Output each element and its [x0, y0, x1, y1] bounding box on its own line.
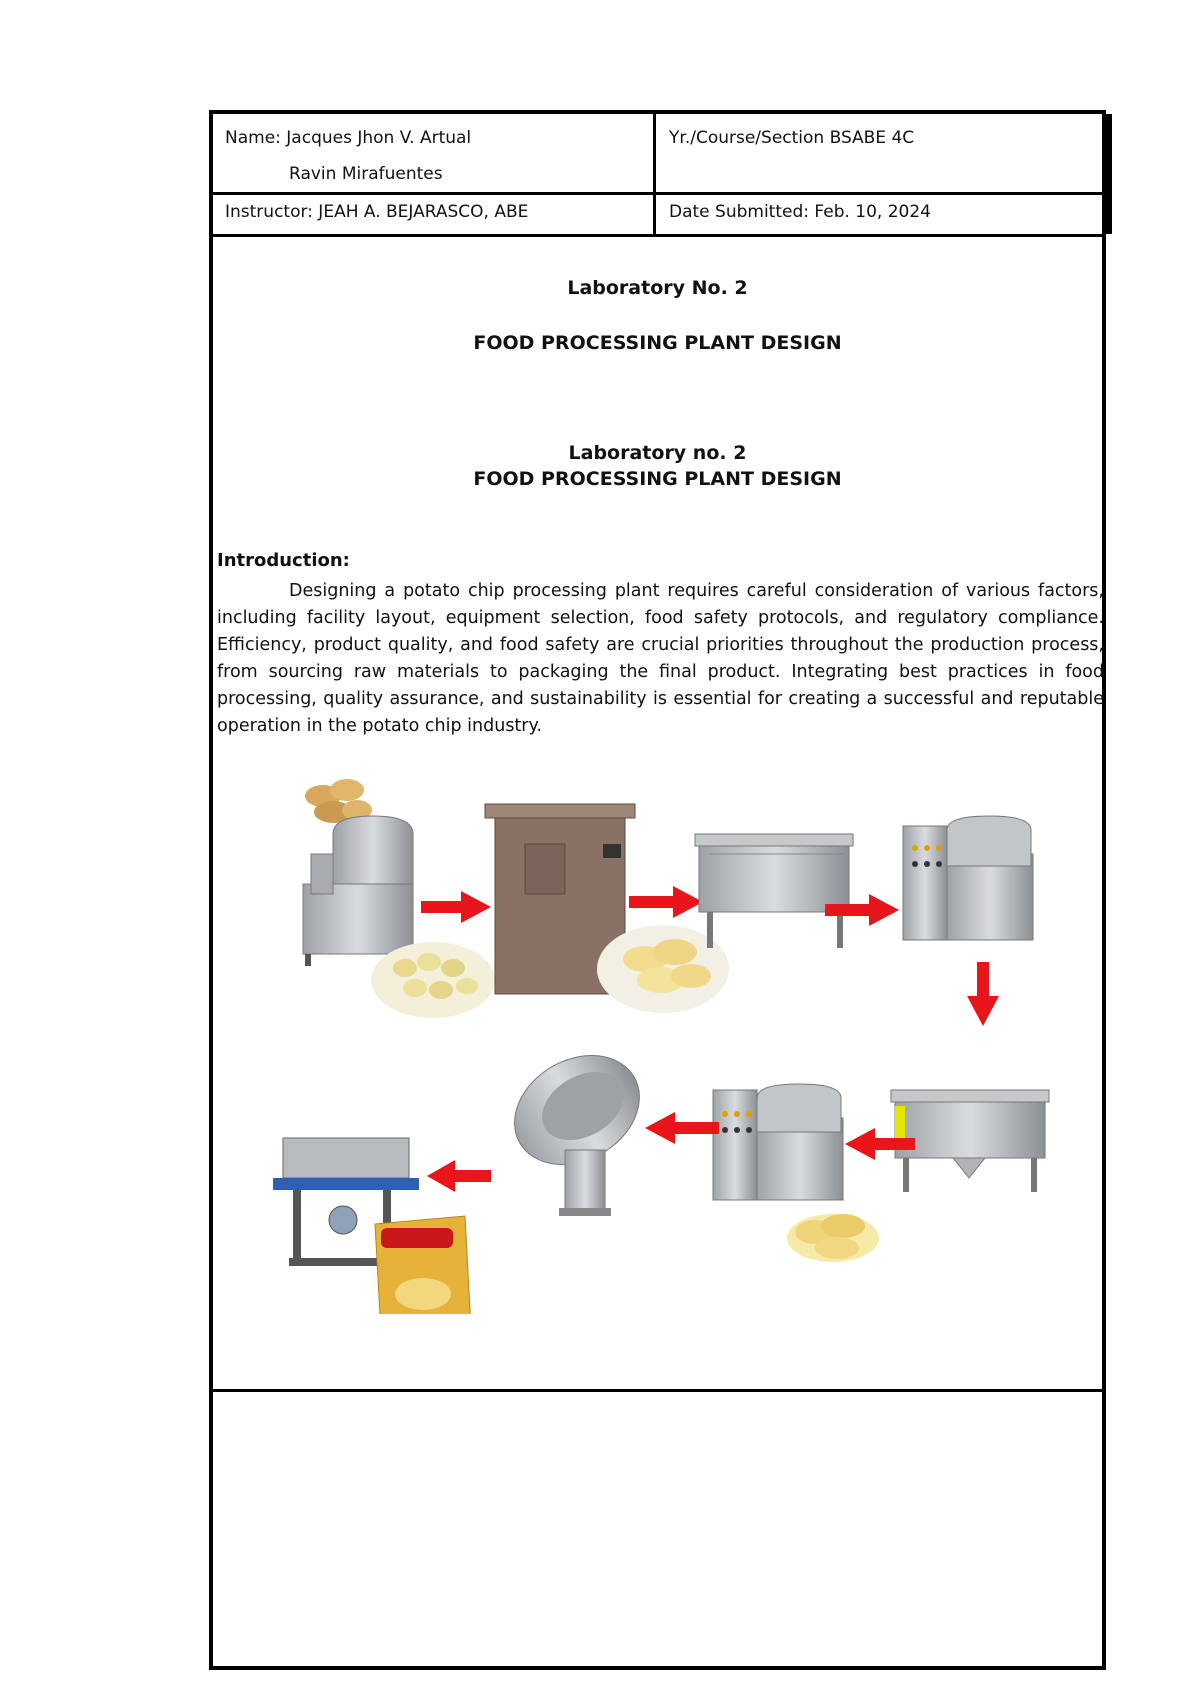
student-name-second: Ravin Mirafuentes — [289, 164, 443, 184]
blanching-fryer — [695, 834, 853, 948]
arrow-left — [427, 1160, 491, 1192]
header-right-edge — [1106, 114, 1112, 234]
instructor: Instructor: JEAH A. BEJARASCO, ABE — [225, 202, 529, 222]
arrow-down — [967, 962, 999, 1026]
plant-design-title-2: FOOD PROCESSING PLANT DESIGN — [473, 468, 842, 490]
lab-number-title-2: Laboratory no. 2 — [568, 442, 747, 464]
header-row-2 — [213, 192, 1102, 237]
arrow-left — [645, 1112, 719, 1144]
fried-chips — [787, 1214, 879, 1262]
peeled-potatoes — [371, 942, 495, 1018]
processing-line-diagram — [263, 754, 1063, 1314]
date-submitted: Date Submitted: Feb. 10, 2024 — [669, 202, 931, 222]
header-row-1 — [213, 114, 1102, 195]
arrow-right — [421, 891, 491, 923]
plant-design-title: FOOD PROCESSING PLANT DESIGN — [473, 332, 842, 354]
section-divider — [213, 1389, 1102, 1392]
dewatering-machine — [903, 816, 1033, 940]
header-divider — [653, 192, 656, 234]
document-frame — [209, 110, 1106, 1670]
introduction-heading: Introduction: — [217, 550, 350, 571]
header-divider — [653, 114, 656, 192]
lab-number-title: Laboratory No. 2 — [567, 277, 748, 299]
introduction-paragraph — [217, 578, 1104, 740]
seasoning-drum — [495, 1034, 659, 1216]
student-name: Name: Jacques Jhon V. Artual — [225, 128, 472, 148]
de-oiling-machine — [713, 1084, 843, 1200]
potato-peeler-machine — [303, 816, 413, 966]
course-section: Yr./Course/Section BSABE 4C — [669, 128, 915, 148]
introduction-text: Designing a potato chip processing plant requires careful consideration of various factors, including facility layout, equipment selection, food safety protocols, and regulatory compliance. Efficiency, product quality, and food safety are crucial priorities throughout the production process, from sourcing raw materials to packaging the final product. Integrating best practices in food processing, quality assurance, and sustainability is essential for creating a successful and reputable operation in the potato chip industry. — [217, 581, 1104, 736]
arrow-right — [629, 886, 703, 918]
potato-chip-bag — [375, 1216, 471, 1314]
